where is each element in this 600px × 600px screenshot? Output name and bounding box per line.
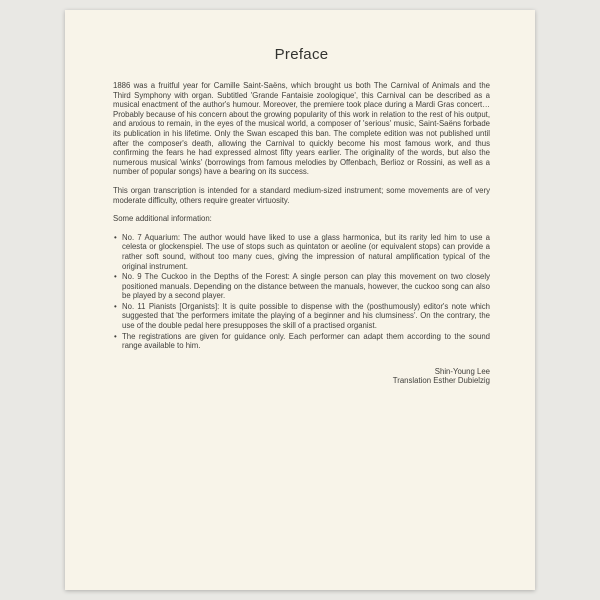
signature-translator: Translation Esther Dubielzig [392,376,490,386]
list-item-registrations: • The registrations are given for guidance only. Each performer can adapt them according to the sound range available to him. [113,332,490,351]
list-item-aquarium: • No. 7 Aquarium: The author would have liked to use a glass harmonica, but its rarity led him to use a celesta or glockenspiel. The use of stops such as quintaton or aeoline (or equivalent stops) can provide a rather soft sound, without too many cues, giving the impression of natural amplification typical of the original instrument. [113,233,490,271]
paragraph-history: 1886 was a fruitful year for Camille Saint-Saëns, which brought us both The Carnival of Animals and the Third Symphony with organ. Subtitled 'Grande Fantaisie zoologique', this Carnival can be described as a musical enactment of the author's humour. Moreover, the premiere took place during a Mardi Gras concert… Probably because of his concern about the growing popularity of this work in relation to the rest of his output, and anxious to remain, in the eyes of the musical world, a composer of 'serious' music, Saint-Saëns forbade its publication in his lifetime. Only the Swan escaped this ban. The complete edition was not published until after the composer's death, allowing the Carnival to quickly become his most famous work, and thus confirming the fears he had expressed almost fifty years earlier. The originality of the words, but also the numerous musical 'winks' (borrowings from famous melodies by Offenbach, Berlioz or Rossini, as well as a number of popular songs) have a bearing on its success. [113,81,490,177]
page-title: Preface [274,46,329,63]
document-page [65,10,535,590]
signature-block [113,367,490,386]
additional-info-list [113,233,490,351]
paragraph-transcription-note: This organ transcription is intended for a standard medium-sized instrument; some movements are of very moderate difficulty, others require greater virtuosity. [113,185,490,205]
list-item-pianists: • No. 11 Pianists [Organists]: It is quite possible to dispense with the (posthumously) editor's note which suggested that 'the performers imitate the playing of a beginner and his clumsiness'. On the contrary, the use of the double pedal here presupposes the skill of a practised organist. [113,302,490,331]
signature-author: Shin-Young Lee [434,366,490,376]
list-item-cuckoo: • No. 9 The Cuckoo in the Depths of the Forest: A single person can play this movement on two closely positioned manuals. Depending on the distance between the manuals, however, the cuckoo song can also be played by a second player. [113,272,490,301]
paragraph-additional-info-label: Some additional information: [113,214,212,224]
